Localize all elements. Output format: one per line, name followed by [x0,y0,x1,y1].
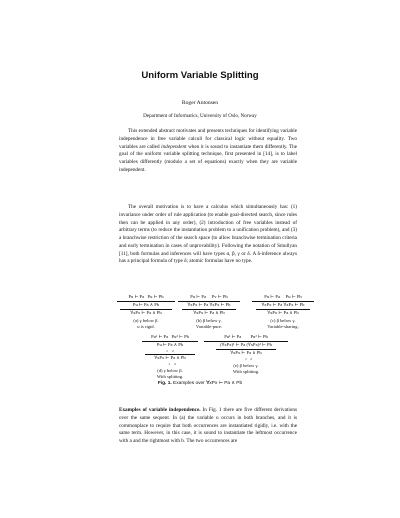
section-heading: Examples of variable independence. [119,407,201,413]
author-affiliation: Department of Informatics, University of Oslo, Norway [143,113,257,119]
author-name: Roger Antonsen [181,100,219,106]
derivation-d: Pu¹ ⊢ Pa Pu² ⊢ Pb Pu ⊢ Pa ∧ Pb $_{1 2}$ ∀xPx ⊢ Pa ∧ Pb $_{1 2}$ (d) γ below β. With splitting. [140,334,200,380]
derivation-b: Pu ⊢ Pa Pv ⊢ Pb ∀xPx ⊢ Pa ∀xPx ⊢ Pb ∀xPx ⊢ Pa ∧ Pb (b) β below γ. Variable-pure. [178,294,240,330]
abstract-paragraph-2: The overall motivation is to have a calculus which simultaneously has: (1) invariance under order of rule application (to enable goal-directed search, since rules then can be applied in any order), (2) introduction of free variables instead of arbitrary terms (to reduce the instantiation problem to a unification problem), and (3) a branchwise restriction of the search space (to allow branchwise termination criteria and early termination in cases of unprovability). Following the notation of Smullyan [11], both formulas and inferences will have types α, β, γ or δ. A δ-inference always has a principal formula of type δ; atomic formulas have no type. [119,204,297,265]
abstract-paragraph-1: This extended abstract motivates and presents techniques for identifying variable independence in free variable calculi for classical logic without equality. Two variables are called independent when it is sound to instantiate them differently. The goal of the uniform variable splitting technique, first presented in [14], is to label variables differently (modulo a set of equations) exactly when they are variable independent. [119,128,297,173]
derivation-e: Pu¹ ⊢ Pa Pu² ⊢ Pb (∀xPx)¹ ⊢ Pa (∀xPx)² ⊢ Pb ∀xPx ⊢ Pa ∧ Pb $_{1 2}$ (e) β below γ. With splitting. [204,334,288,375]
paper-title: Uniform Variable Splitting [141,70,259,81]
figure-caption: Fig. 1. Examples over ∀xPx ⊢ Pa ∧ Pb [157,381,243,386]
derivation-c: Pu ⊢ Pa Pu ⊢ Pb ∀xPx ⊢ Pa ∀xPx ⊢ Pb ∀xPx ⊢ Pa ∧ Pb (c) β below γ. Variable-sharing. [252,294,314,330]
body-paragraph: Examples of variable independence. In Fig. 1 there are five different derivations over the same sequent. In (a) the variable u occurs in both branches, and it is commonplace to require that both occurrences are instantiated rigidly, i.e. with the same term. However, in this case, it is sound to instantiate the leftmost occurrence with a and the rightmost with b. The two occurrences are [119,407,297,444]
derivation-a: Pu ⊢ Pa Pu ⊢ Pb Pu ⊢ Pa ∧ Pb ∀xPx ⊢ Pa ∧ Pb (a) γ below β. u is rigid. [114,294,178,330]
